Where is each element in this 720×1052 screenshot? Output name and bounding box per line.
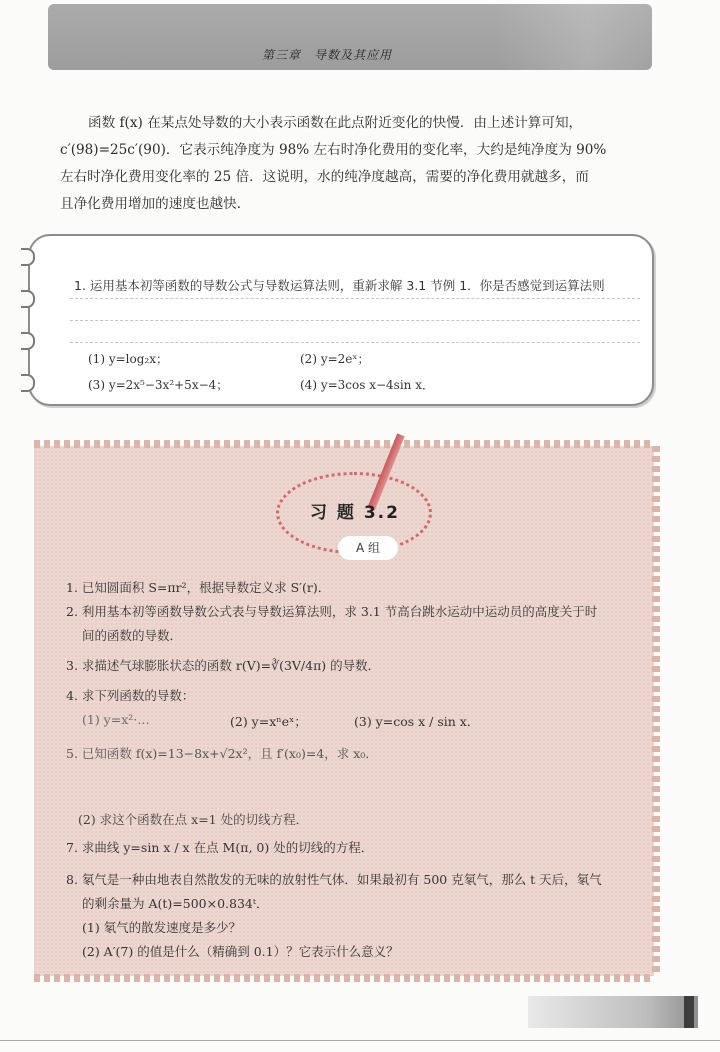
group-label: A 组 bbox=[338, 536, 398, 560]
exercise-q8-part: (1) 氡气的散发速度是多少？ bbox=[82, 920, 242, 935]
note-rule bbox=[70, 342, 640, 343]
bottom-rule bbox=[0, 1040, 720, 1041]
note-rule bbox=[70, 320, 640, 321]
exercise-title: 习 题 3.2 bbox=[310, 503, 400, 523]
chapter-title: 第三章 导数及其应用 bbox=[262, 48, 393, 62]
note-item: (4) y=3cos x−4sin x． bbox=[300, 378, 434, 392]
binder-ring bbox=[21, 248, 35, 266]
page-corner-cap bbox=[684, 996, 694, 1028]
page-corner-thumb bbox=[528, 996, 698, 1028]
exercise-q4-item: (2) y=xⁿeˣ； bbox=[230, 714, 307, 729]
binder-ring bbox=[21, 290, 35, 308]
exercise-q4-item: (3) y=cos x / sin x． bbox=[354, 714, 480, 729]
note-question: 1. 运用基本初等函数的导数公式与导数运算法则，重新求解 3.1 节例 1．你是否感觉到运算法则 bbox=[74, 278, 605, 293]
exercise-q8: 8. 氡气是一种由地表自然散发的无味的放射性气体．如果最初有 500 克氡气，那么 t 天后，氡气 bbox=[66, 872, 602, 887]
intro-line: 左右时净化费用变化率的 25 倍．这说明，水的纯净度越高，需要的净化费用就越多，而 bbox=[60, 169, 589, 185]
exploration-note-box bbox=[28, 234, 654, 406]
exercise-q6-part: (2) 求这个函数在点 x=1 处的切线方程． bbox=[78, 812, 309, 827]
note-rule bbox=[70, 298, 640, 299]
exercise-q1: 1. 已知圆面积 S=πr²，根据导数定义求 S′(r)． bbox=[66, 580, 331, 595]
exercise-q5: 5. 已知函数 f(x)=13−8x+√2x²，且 f′(x₀)=4，求 x₀． bbox=[66, 746, 378, 761]
stamp-edge-top bbox=[34, 440, 654, 448]
intro-line: 且净化费用增加的速度也越快． bbox=[60, 196, 251, 212]
exercise-q7: 7. 求曲线 y=sin x / x 在点 M(π, 0) 处的切线的方程． bbox=[66, 840, 374, 855]
exercise-q8-part: (2) A′(7) 的值是什么（精确到 0.1）？它表示什么意义？ bbox=[82, 944, 399, 959]
exercise-q2: 2. 利用基本初等函数导数公式表与导数运算法则，求 3.1 节高台跳水运动中运动员的高度关于时 bbox=[66, 604, 598, 619]
exercise-q2-cont: 间的函数的导数． bbox=[82, 628, 183, 643]
stamp-edge-bottom bbox=[34, 974, 654, 982]
stamp-edge-right bbox=[652, 446, 660, 976]
exercise-q4: 4. 求下列函数的导数： bbox=[66, 688, 195, 703]
note-item: (1) y=log₂x； bbox=[88, 352, 168, 366]
exercise-section bbox=[34, 446, 654, 976]
header-decoration bbox=[492, 4, 652, 70]
intro-line: c′(98)=25c′(90)．它表示纯净度为 98% 左右时净化费用的变化率，大约是纯净度为 90% bbox=[60, 142, 607, 158]
binder-ring bbox=[21, 332, 35, 350]
intro-paragraph bbox=[60, 110, 656, 218]
intro-line: 函数 f(x) 在某点处导数的大小表示函数在此点附近变化的快慢．由上述计算可知， bbox=[88, 115, 583, 131]
note-item: (3) y=2x⁵−3x²+5x−4； bbox=[88, 378, 229, 392]
note-item: (2) y=2eˣ； bbox=[300, 352, 370, 366]
binder-ring bbox=[21, 374, 35, 392]
exercise-q4-item: (1) y=x²·… bbox=[82, 712, 150, 727]
exercise-q8-cont: 的剩余量为 A(t)=500×0.834ᵗ． bbox=[82, 896, 269, 911]
chapter-header-band bbox=[48, 4, 652, 70]
exercise-q3: 3. 求描述气球膨胀状态的函数 r(V)=∛(3V/4π) 的导数． bbox=[66, 658, 381, 673]
